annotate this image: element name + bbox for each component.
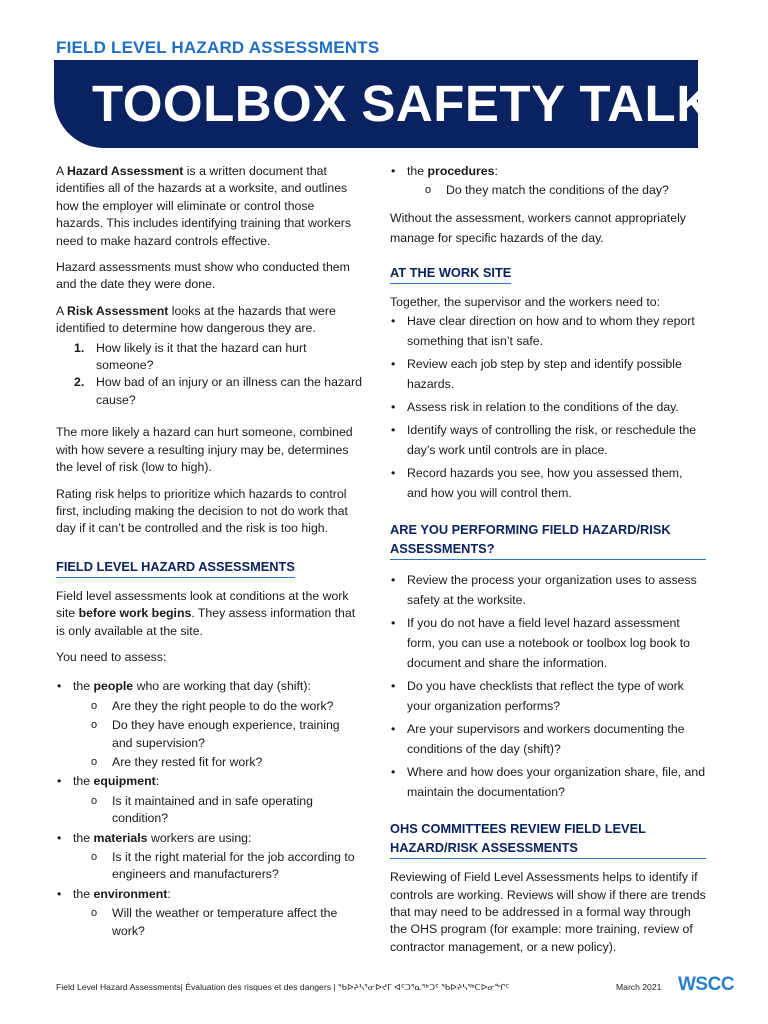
list-item: • the people who are working that day (shift): o Are they the right people to do the work? o Do they have enough experience, training and supervision? o Are they rested fit for work? [56,678,362,771]
without-assessment-paragraph: Without the assessment, workers cannot appropriately manage for specific hazards of the day. [390,210,686,245]
list-item: 1. How likely is it that the hazard can hurt someone? [74,340,307,373]
list-item: • Assess risk in relation to the conditions of the day. [391,400,679,415]
field-level-paragraph: Field level assessments look at conditions at the work site before work begins. They assess information that is only available at the site. [56,588,356,638]
performing-list [390,570,706,802]
you-need-to-assess: You need to assess: [56,649,167,664]
list-item: • Record hazards you see, how you assessed them, and how you will control them. [391,466,683,501]
list-item: o Will the weather or temperature affect the work? [91,906,338,938]
footer-date: March 2021 [616,982,662,992]
list-item: • Are your supervisors and workers documenting the conditions of the day (shift)? [391,722,685,757]
title-banner [54,60,714,148]
list-item: • the environment: o Will the weather or temperature affect the work? [56,886,362,940]
list-item: 2. How bad of an injury or an illness can the hazard cause? [74,375,362,407]
footer-text: Field Level Hazard Assessments| Évaluation des risques et des dangers | ᖃᐅᔨᓴᕐᓂᐅᔪᒥ ᐊᑦᑐᕐᓇᖅᑐᑦ ᖃᐅᔨᓴᖅᑕᐅᓂᖏᑦ [56,982,510,992]
rating-risk-paragraph: Rating risk helps to prioritize which hazards to control first, including making the decision to not do work that day if it can’t be controlled and the risk is too high. [56,486,348,536]
hazard-assessment-paragraph: A Hazard Assessment is a written document that identifies all of the hazards at a worksite, and outlines how the employer will eliminate or control those hazards. This includes identifying training that workers need to make hazard controls effective. [56,164,352,248]
work-site-heading: AT THE WORK SITE [390,263,511,284]
page-subtitle: FIELD LEVEL HAZARD ASSESSMENTS [56,38,380,57]
risk-level-paragraph: The more likely a hazard can hurt someone, combined with how severe a resulting injury may be, determines the level of risk (low to high). [56,425,353,475]
list-item: • Review the process your organization uses to assess safety at the worksite. [391,573,697,608]
ohs-review-paragraph: Reviewing of Field Level Assessments helps to identify if controls are working. Reviews will show if there are trends that may need to be addressed in a formal way through the OHS program (for example: more training, review of contractor management, or a new policy). [390,870,706,954]
hazard-assessment-record-paragraph: Hazard assessments must show who conducted them and the date they were done. [56,260,350,292]
list-item: o Do they have enough experience, training and supervision? [91,718,340,750]
assess-list [56,678,362,940]
list-item: • Where and how does your organization share, file, and maintain the documentation? [391,765,706,800]
page-title: TOOLBOX SAFETY TALK [92,75,714,132]
left-column [56,163,362,949]
together-paragraph: Together, the supervisor and the workers need to: [390,294,661,309]
list-item: o Do they match the conditions of the day? [425,183,669,198]
list-item: • Identify ways of controlling the risk, or reschedule the day’s work until controls are in place. [391,423,697,458]
risk-assessment-paragraph: A Risk Assessment looks at the hazards that were identified to determine how dangerous they are. [56,303,336,336]
list-item: o Is it maintained and in safe operating condition? [91,793,313,826]
list-item: o Is it the right material for the job according to engineers and manufacturers? [91,850,355,882]
performing-assessments-heading: ARE YOU PERFORMING FIELD HAZARD/RISK ASSESSMENTS? [390,520,706,560]
list-item: • the procedures: o Do they match the conditions of the day? [390,163,706,200]
list-item: • the materials workers are using: o Is it the right material for the job according to engineers and manufacturers? [56,830,362,884]
work-site-list [390,311,706,503]
list-item: o Are they the right people to do the work? [91,698,334,713]
list-item: • Review each job step by step and identify possible hazards. [391,357,682,392]
list-item: • Do you have checklists that reflect the type of work your organization performs? [391,679,684,714]
right-column [390,163,706,965]
list-item: • Have clear direction on how and to whom they report something that isn’t safe. [391,314,695,349]
risk-questions-list [56,340,362,410]
field-level-heading: FIELD LEVEL HAZARD ASSESSMENTS [56,557,295,578]
procedures-list [390,163,706,200]
list-item: • the equipment: o Is it maintained and in safe operating condition? [56,773,362,827]
ohs-committees-heading: OHS COMMITTEES REVIEW FIELD LEVEL HAZARD/RISK ASSESSMENTS [390,819,706,859]
list-item: o Are they rested fit for work? [91,754,263,769]
wscc-logo: WSCC [678,974,735,995]
list-item: • If you do not have a field level hazard assessment form, you can use a notebook or toolbox log book to document and share the information. [391,616,691,671]
